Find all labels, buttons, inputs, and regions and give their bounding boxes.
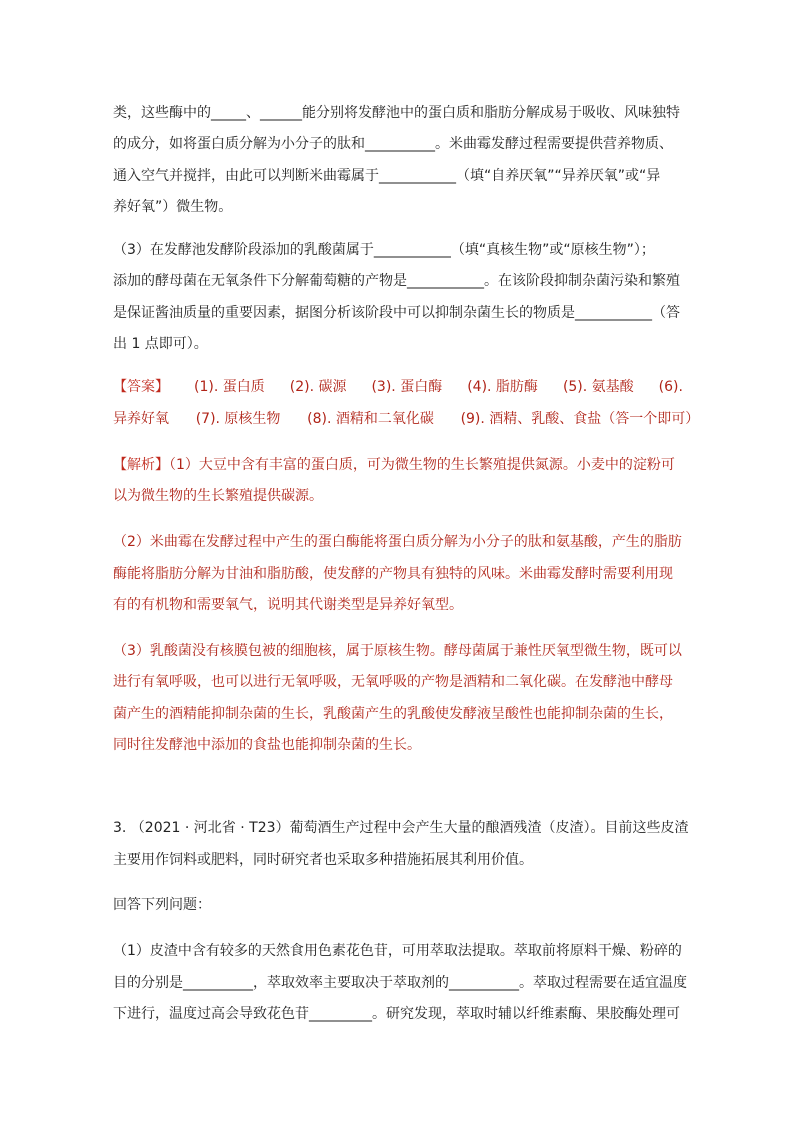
answer-line: 异养好氧 (7). 原核生物 (8). 酒精和二氧化碳 (9). 酒精、乳酸、食盐（答一个即可）	[113, 411, 700, 427]
analysis-text: （1）大豆中含有丰富的蛋白质，可为微生物的生长繁殖提供氮源。小麦中的淀粉可	[169, 457, 675, 473]
analysis-text: 酶能将脂肪分解为甘油和脂肪酸，使发酵的产物具有独特的风味。米曲霉发酵时需要利用现	[113, 566, 673, 582]
question-text-line: 出 1 点即可）。	[113, 336, 208, 352]
question-3-part-1: （1）皮渣中含有较多的天然食用色素花色苷，可用萃取法提取。萃取前将原料干燥、粉碎的	[113, 943, 682, 959]
question-3-prompt: 回答下列问题：	[113, 897, 211, 913]
answer-item: (5). 氨基酸	[562, 379, 634, 395]
answer-item: (2). 碳源	[289, 379, 347, 395]
analysis-paragraph-1	[113, 455, 675, 475]
answer-tag: 【答案】	[113, 379, 169, 395]
analysis-text: （3）乳酸菌没有核膜包被的细胞核，属于原核生物。酵母菌属于兼性厌氧型微生物，既可以	[113, 643, 682, 659]
analysis-text: 有的有机物和需要氧气，说明其代谢类型是异养好氧型。	[113, 597, 463, 613]
answer-item: (4). 脂肪酶	[467, 379, 538, 395]
question-text-line: （3）在发酵池发酵阶段添加的乳酸菌属于___________（填“真核生物”或“原核生物”）；	[113, 242, 655, 258]
question-3-stem: 3. （2021 · 河北省 · T23）葡萄酒生产过程中会产生大量的酿酒残渣（皮渣）。目前这些皮渣	[113, 820, 689, 836]
answer-item: (3). 蛋白酶	[371, 379, 443, 395]
analysis-text: 以为微生物的生长繁殖提供碳源。	[113, 488, 323, 504]
question-text-line: 类，这些酶中的_____、______能分别将发酵池中的蛋白质和脂肪分解成易于吸收、风味独特	[113, 105, 680, 121]
answer-item: (6).	[658, 379, 683, 395]
analysis-tag: 【解析】	[113, 457, 169, 473]
question-text-line: 是保证酱油质量的重要因素，据图分析该阶段中可以抑制杂菌生长的物质是___________（答	[113, 305, 680, 321]
question-3-part-1: 目的分别是__________，萃取效率主要取决于萃取剂的__________。萃取过程需要在适宜温度	[113, 975, 687, 991]
question-3-part-1: 下进行，温度过高会导致花色苷_________。研究发现，萃取时辅以纤维素酶、果胶酶处理可	[113, 1006, 680, 1022]
question-text-line: 添加的酵母菌在无氧条件下分解葡萄糖的产物是___________。在该阶段抑制杂菌污染和繁殖	[113, 273, 680, 289]
analysis-text: 菌产生的酒精能抑制杂菌的生长，乳酸菌产生的乳酸使发酵液呈酸性也能抑制杂菌的生长，	[113, 706, 673, 722]
analysis-text: 进行有氧呼吸，也可以进行无氧呼吸，无氧呼吸的产物是酒精和二氧化碳。在发酵池中酵母	[113, 674, 673, 690]
question-text-line: 通入空气并搅拌，由此可以判断米曲霉属于___________（填“自养厌氧”“异养厌氧”或“异	[113, 168, 661, 184]
question-text-line: 的成分，如将蛋白质分解为小分子的肽和__________。米曲霉发酵过程需要提供营养物质、	[113, 136, 673, 152]
answer-line	[113, 377, 683, 397]
analysis-text: 同时往发酵池中添加的食盐也能抑制杂菌的生长。	[113, 737, 421, 753]
analysis-text: （2）米曲霉在发酵过程中产生的蛋白酶能将蛋白质分解为小分子的肽和氨基酸，产生的脂肪	[113, 534, 682, 550]
question-3-stem: 主要用作饲料或肥料，同时研究者也采取多种措施拓展其利用价值。	[113, 852, 533, 868]
answer-item: (1). 蛋白质	[194, 379, 265, 395]
question-text-line: 养好氧”）微生物。	[113, 199, 233, 215]
